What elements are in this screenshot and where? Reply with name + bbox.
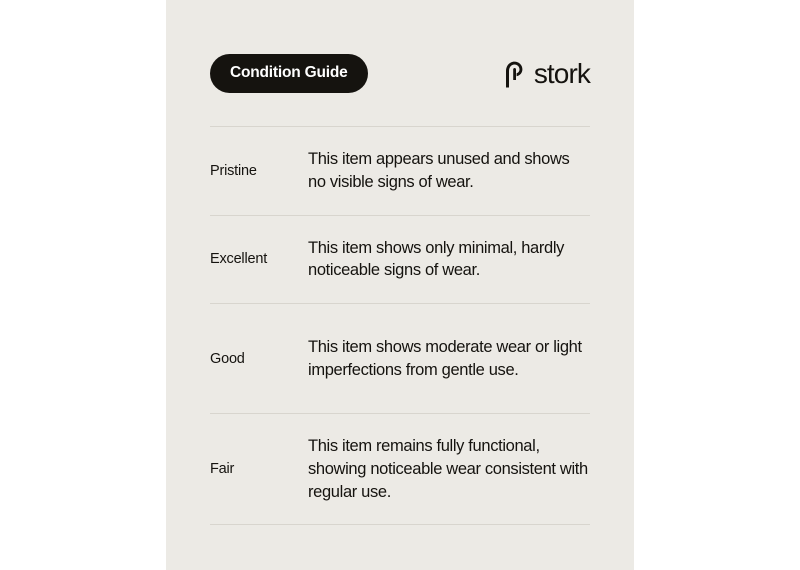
- table-row: [210, 215, 590, 304]
- card-content: [210, 0, 590, 570]
- table-row: [210, 303, 590, 413]
- condition-label: Fair: [210, 461, 235, 478]
- condition-label: Excellent: [210, 251, 268, 268]
- card-header: [210, 54, 590, 94]
- condition-table: [210, 126, 590, 525]
- condition-description: This item remains fully functional, showing noticeable wear consistent with regular use.: [308, 437, 588, 501]
- stork-logo-icon: [503, 59, 525, 89]
- condition-description: This item shows only minimal, hardly noticeable signs of wear.: [308, 238, 565, 280]
- table-row: [210, 126, 590, 215]
- condition-label: Pristine: [210, 162, 257, 179]
- brand-lockup: [503, 54, 590, 93]
- brand-name: stork: [533, 57, 590, 89]
- table-row: [210, 413, 590, 525]
- condition-description: This item shows moderate wear or light imperfections from gentle use.: [308, 337, 582, 379]
- condition-description: This item appears unused and shows no visible signs of wear.: [308, 150, 570, 191]
- condition-guide-card: [166, 0, 634, 570]
- condition-guide-badge: Condition Guide: [210, 54, 368, 93]
- condition-label: Good: [210, 350, 245, 367]
